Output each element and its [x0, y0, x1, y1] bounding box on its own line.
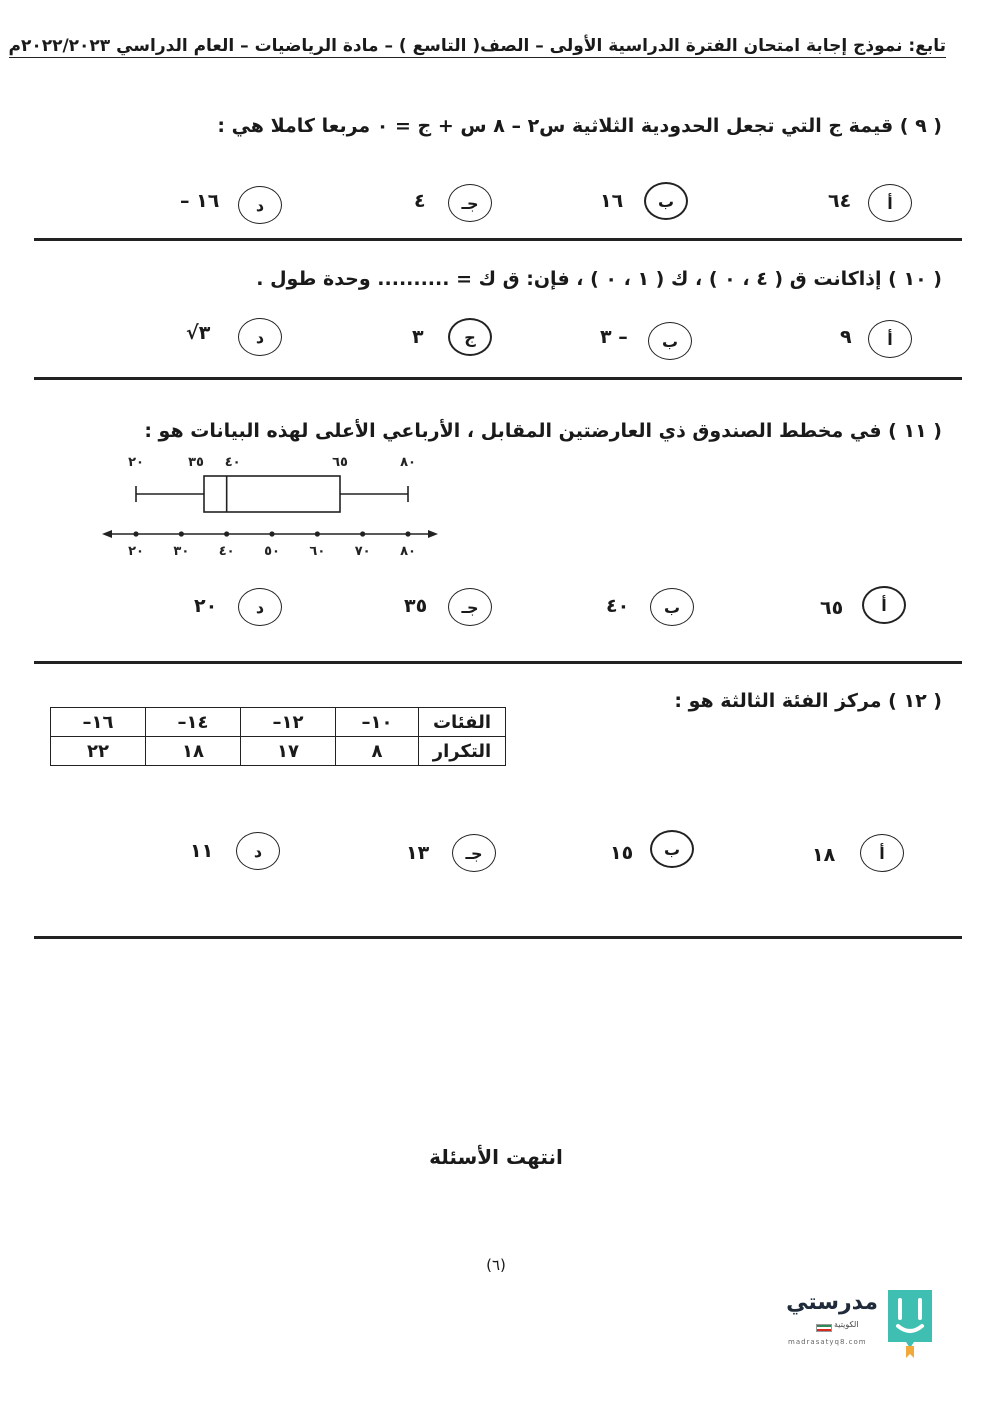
option-10-d-value: √٣ [186, 322, 211, 344]
option-11-d-value: ٢٠ [194, 595, 218, 617]
option-9-c-circle[interactable]: جـ [448, 184, 492, 222]
option-11-a-value: ٦٥ [820, 597, 844, 619]
axis-tick-dot [133, 531, 138, 536]
logo-subtitle: الكويتية [834, 1320, 859, 1329]
box-plot-chart [96, 450, 446, 562]
option-10-d-circle[interactable]: د [238, 318, 282, 356]
option-9-d-value: – ١٦ [180, 190, 220, 212]
option-10-a-value: ٩ [840, 326, 852, 348]
box-value-label: ٨٠ [400, 455, 416, 470]
logo-url: madrasatyq8.com [788, 1338, 867, 1346]
option-10-c-circle[interactable]: ج [448, 318, 492, 356]
option-12-d-value: ١١ [190, 840, 214, 862]
option-9-d-circle[interactable]: د [238, 186, 282, 224]
question-11-text: في مخطط الصندوق ذي العارضتين المقابل ، الأرباعي الأعلى لهذه البيانات هو : [144, 420, 882, 442]
madrasaty-logo [786, 1288, 948, 1360]
box-value-label: ٢٠ [128, 455, 144, 470]
question-12-text: مركز الفئة الثالثة هو : [674, 690, 882, 712]
option-11-c-circle[interactable]: جـ [448, 588, 492, 626]
logo-flag-row [816, 1322, 878, 1331]
divider-2 [34, 377, 962, 380]
madrasaty-book-icon [884, 1288, 936, 1360]
axis-tick-label: ٢٠ [128, 544, 144, 559]
option-9-b-value: ١٦ [600, 190, 624, 212]
table-cell: ١٨ [146, 737, 241, 766]
question-12-number: ( ١٢ ) [888, 690, 942, 712]
question-10-text: إذاكانت ق ( ٤ ، ٠ ) ، ك ( ١ ، ٠ ) ، فإن: ق ك = .......... وحدة طول . [256, 268, 882, 290]
option-9-a-circle[interactable]: أ [868, 184, 912, 222]
table-row-frequency [51, 737, 506, 766]
axis-tick-dot [315, 531, 320, 536]
option-10-b-value: ٣ – [600, 326, 628, 348]
option-9-c-value: ٤ [414, 190, 426, 212]
option-11-a-circle[interactable]: أ [862, 586, 906, 624]
table-cell: ١٢– [241, 708, 336, 737]
axis-tick-label: ٤٠ [218, 544, 235, 559]
page-header-title: تابع: نموذج إجابة امتحان الفترة الدراسية الأولى – الصف( التاسع ) – مادة الرياضيات – العام الدراسي ٢٠٢٢/٢٠٢٣م [8, 36, 946, 56]
option-10-b-circle[interactable]: ب [648, 322, 692, 360]
option-11-d-circle[interactable]: د [238, 588, 282, 626]
table-cell: ١٦– [51, 708, 146, 737]
table-header-cell: التكرار [419, 737, 506, 766]
question-11-number: ( ١١ ) [888, 420, 942, 442]
question-9-text: قيمة ج التي تجعل الحدودية الثلاثية س٢ – ٨ س + ج = ٠ مربعا كاملا هي : [217, 115, 894, 137]
axis-tick-label: ٣٠ [173, 544, 190, 559]
divider-3 [34, 661, 962, 664]
question-9-number: ( ٩ ) [899, 115, 942, 137]
axis-tick-dot [405, 531, 410, 536]
box-value-label: ٤٠ [224, 455, 241, 470]
table-cell: ١٧ [241, 737, 336, 766]
table-row-classes [51, 708, 506, 737]
frequency-table [50, 707, 506, 766]
axis-tick-dot [360, 531, 365, 536]
table-cell: ١٤– [146, 708, 241, 737]
option-11-b-circle[interactable]: ب [650, 588, 694, 626]
axis-left-arrow [102, 530, 112, 538]
logo-name: مدرستي [786, 1290, 878, 1315]
question-10-number: ( ١٠ ) [888, 268, 942, 290]
axis-tick-dot [269, 531, 274, 536]
axis-tick-dot [179, 531, 184, 536]
iqr-box [204, 476, 340, 512]
question-11 [144, 420, 942, 442]
table-cell: ٨ [336, 737, 419, 766]
axis-tick-dot [224, 531, 229, 536]
kuwait-flag-icon [816, 1324, 832, 1332]
axis-tick-label: ٥٠ [264, 544, 280, 559]
question-12 [674, 690, 942, 712]
box-value-label: ٣٥ [188, 455, 204, 470]
table-cell: ١٠– [336, 708, 419, 737]
option-12-c-circle[interactable]: جـ [452, 834, 496, 872]
option-12-a-value: ١٨ [812, 844, 836, 866]
axis-tick-label: ٧٠ [354, 544, 371, 559]
axis-tick-label: ٦٠ [309, 544, 326, 559]
divider-1 [34, 238, 962, 241]
axis-right-arrow [428, 530, 438, 538]
divider-4 [34, 936, 962, 939]
table-cell: ٢٢ [51, 737, 146, 766]
option-12-a-circle[interactable]: أ [860, 834, 904, 872]
option-10-a-circle[interactable]: أ [868, 320, 912, 358]
option-9-a-value: ٦٤ [828, 190, 852, 212]
option-10-c-value: ٣ [412, 326, 424, 348]
box-value-label: ٦٥ [332, 455, 348, 470]
option-12-d-circle[interactable]: د [236, 832, 280, 870]
option-9-b-circle[interactable]: ب [644, 182, 688, 220]
axis-tick-label: ٨٠ [400, 544, 416, 559]
table-header-cell: الفئات [419, 708, 506, 737]
option-12-c-value: ١٣ [406, 842, 430, 864]
option-12-b-circle[interactable]: ب [650, 830, 694, 868]
question-9 [217, 115, 942, 137]
option-11-c-value: ٣٥ [404, 595, 428, 617]
option-12-b-value: ١٥ [610, 842, 634, 864]
option-11-b-value: ٤٠ [606, 595, 630, 617]
end-of-questions-text: انتهت الأسئلة [429, 1145, 563, 1169]
question-10 [256, 268, 942, 290]
page-number: (٦) [486, 1256, 506, 1274]
